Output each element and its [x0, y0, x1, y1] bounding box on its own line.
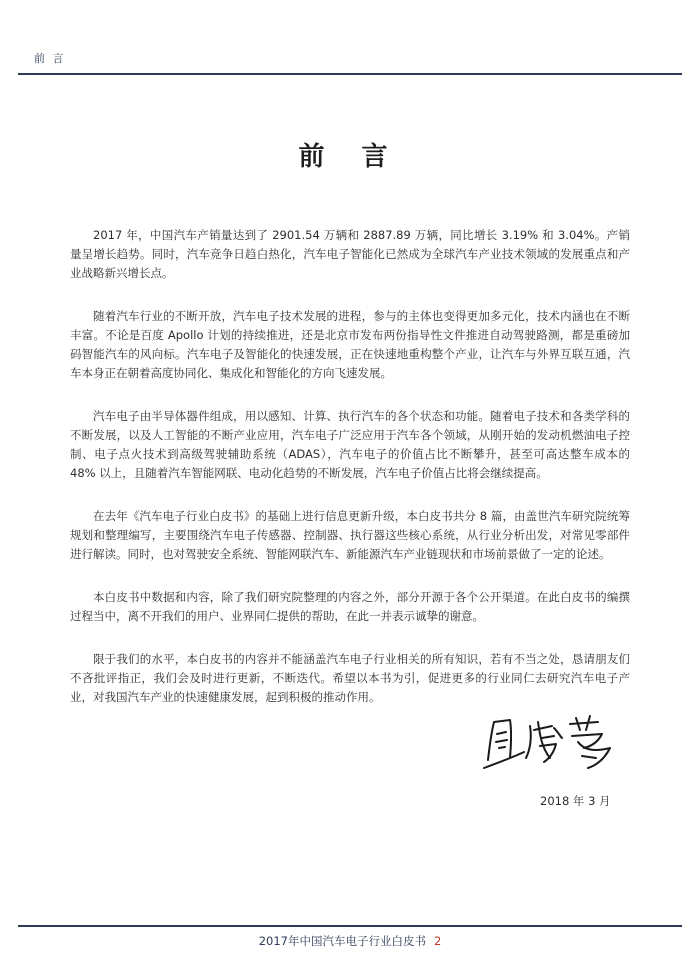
paragraph: 本白皮书中数据和内容，除了我们研究院整理的内容之外，部分开源于各个公开渠道。在此白皮书的编撰过程当中，离不开我们的用户、业界同仁提供的帮助，在此一并表示诚挚的谢意。 [70, 590, 630, 623]
page-number: 2 [433, 934, 442, 948]
paragraph: 汽车电子由半导体器件组成，用以感知、计算、执行汽车的各个状态和功能。随着电子技术和各类学科的不断发展，以及人工智能的不断产业应用，汽车电子广泛应用于汽车各个领域，从刚开始的发动机燃油电子控制、电子点火技术到高级驾驶辅助系统（ADAS），汽车电子的价值占比不断攀升，甚至可高达整车成本的 48% 以上，且随着汽车智能网联、电动化趋势的不断发展，汽车电子价值占比将会继续提高。 [70, 409, 630, 480]
page-title: 前 言 [298, 142, 402, 172]
paragraph: 2017 年，中国汽车产销量达到了 2901.54 万辆和 2887.89 万辆，同比增长 3.19% 和 3.04%。产销量呈增长趋势。同时，汽车竞争日趋白热化，汽车电子智能化已然成为全球汽车产业技术领域的发展重点和产业战略新兴增长点。 [70, 228, 630, 280]
paragraph: 随着汽车行业的不断开放，汽车电子技术发展的进程，参与的主体也变得更加多元化，技术内涵也在不断丰富。不论是百度 Apollo 计划的持续推进，还是北京市发布两份指导性文件推进自动驾驶路测，都是重磅加码智能汽车的风向标。汽车电子及智能化的快速发展，正在快速地重构整个产业，让汽车与外界互联互通，汽车本身正在朝着高度协同化、集成化和智能化的方向飞速发展。 [70, 309, 630, 380]
preface-body [70, 226, 630, 731]
paragraph: 在去年《汽车电子行业白皮书》的基础上进行信息更新升级，本白皮书共分 8 篇，由盖世汽车研究院统筹规划和整理编写，主要围绕汽车电子传感器、控制器、执行器这些核心系统，从行业分析出发，对常见零部件进行解读。同时，也对驾驶安全系统、智能网联汽车、新能源汽车产业链现状和市场前景做了一定的论述。 [70, 509, 630, 561]
handwritten-signature [480, 712, 620, 772]
running-header: 前 言 [34, 52, 66, 65]
header-divider [18, 73, 682, 75]
signature-date: 2018 年 3 月 [540, 794, 611, 808]
footer-title: 2017年中国汽车电子行业白皮书 [258, 934, 426, 948]
footer-divider [18, 925, 682, 927]
paragraph: 限于我们的水平，本白皮书的内容并不能涵盖汽车电子行业相关的所有知识，若有不当之处，恳请朋友们不吝批评指正，我们会及时进行更新，不断迭代。希望以本书为引，促进更多的行业同仁去研究汽车电子产业，对我国汽车产业的快速健康发展，起到积极的推动作用。 [70, 652, 630, 704]
page-footer [0, 933, 700, 949]
